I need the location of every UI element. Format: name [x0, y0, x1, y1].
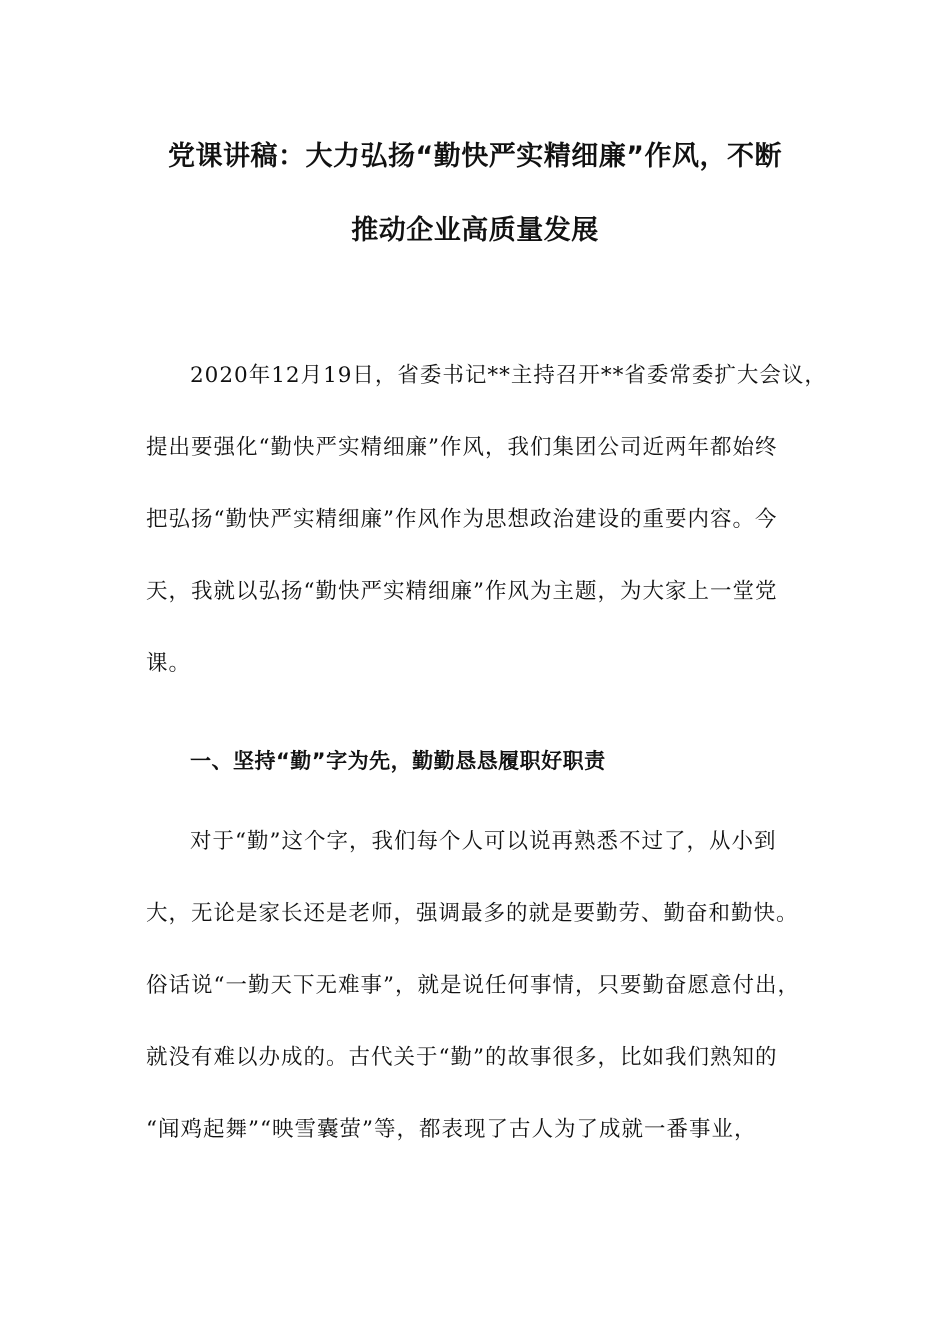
paragraph-line: 俗话说“一勤天下无难事”，就是说任何事情，只要勤奋愿意付出，: [146, 973, 800, 998]
document-title-line-1: 党课讲稿：大力弘扬“勤快严实精细廉”作风，不断: [168, 141, 782, 172]
paragraph-line: 把弘扬“勤快严实精细廉”作风作为思想政治建设的重要内容。今: [146, 507, 778, 532]
paragraph-line: 大，无论是家长还是老师，强调最多的就是要勤劳、勤奋和勤快。: [146, 901, 799, 926]
document-title-line-2: 推动企业高质量发展: [351, 215, 599, 246]
paragraph-line: 对于“勤”这个字，我们每个人可以说再熟悉不过了，从小到: [190, 829, 777, 854]
section-1-paragraph: [146, 806, 806, 1166]
intro-paragraph: [146, 340, 827, 700]
section-heading: 一、坚持“勤”字为先，勤勤恳恳履职好职责: [190, 749, 606, 773]
paragraph-line: 就没有难以办成的。古代关于“勤”的故事很多，比如我们熟知的: [146, 1045, 778, 1070]
paragraph-line: 2020年12月19日，省委书记**主持召开**省委常委扩大会议，: [190, 363, 827, 388]
paragraph-line: 天，我就以弘扬“勤快严实精细廉”作风为主题，为大家上一堂党: [146, 579, 778, 604]
paragraph-line: 课。: [146, 651, 192, 676]
paragraph-line: “闻鸡起舞”“映雪囊萤”等，都表现了古人为了成就一番事业，: [146, 1117, 757, 1142]
paragraph-line: 提出要强化“勤快严实精细廉”作风，我们集团公司近两年都始终: [146, 435, 778, 460]
